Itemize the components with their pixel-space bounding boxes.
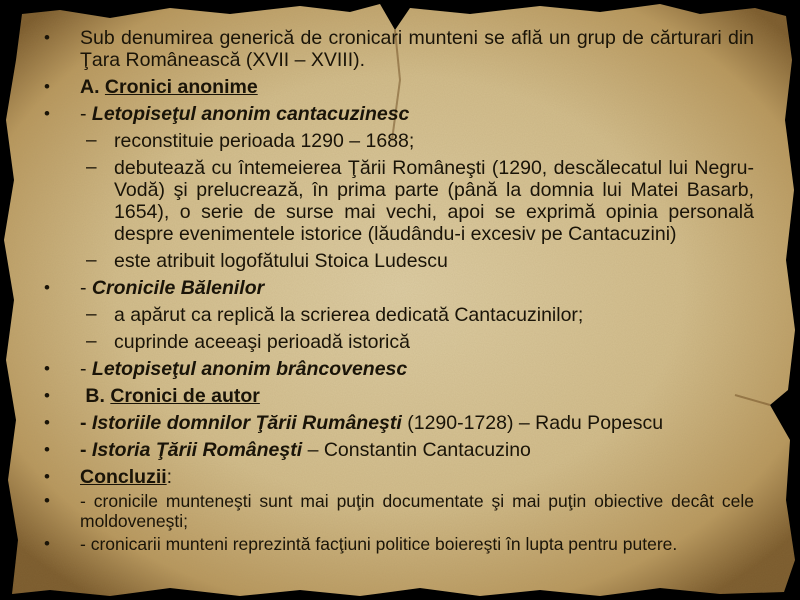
- bullet-istoria-tarii: [44, 439, 754, 461]
- bullet-icon: •: [44, 534, 50, 553]
- sub-item-text: cuprinde aceeaşi perioadă istorică: [114, 331, 410, 353]
- section-b-heading: Cronici de autor: [110, 385, 260, 407]
- bullet-concluzie-1: [44, 491, 754, 531]
- bullet-letopiset-cantacuzinesc: [44, 103, 754, 125]
- istoria-tarii-title: Istoria Ţării Româneşti: [91, 439, 303, 461]
- bullet-section-a: [44, 76, 754, 98]
- dash-icon: –: [86, 157, 97, 178]
- section-b-prefix: B.: [80, 385, 111, 407]
- section-a-prefix: A.: [80, 76, 105, 98]
- sub-item-text: debutează cu întemeierea Ţării Româneşti (1290, descălecatul lui Negru-Vodă) şi prelucrează, în prima parte (până la domnia lui Matei Basarb, 1654), o serie de surse mai vechi, apoi se exprimă opinia personală despre evenimentele istorice (lăudându-i excesiv pe Cantacuzini): [114, 157, 754, 245]
- sub-item-cant-1: [44, 130, 754, 152]
- concluzii-heading: Concluzii: [80, 466, 167, 488]
- dash-icon: –: [86, 250, 97, 271]
- sub-item-cant-3: [44, 250, 754, 272]
- bullet-cronicile-balenilor: [44, 277, 754, 299]
- bullet-istoriile-domnilor: [44, 412, 754, 434]
- bullet-icon: •: [44, 386, 50, 405]
- sub-item-text: a apărut ca replică la scrierea dedicată Cantacuzinilor;: [114, 304, 584, 326]
- concluzie-2-text: - cronicarii munteni reprezintă facţiuni politice boiereşti în lupta pentru putere.: [80, 534, 678, 554]
- concluzie-1-text: - cronicile munteneşti sunt mai puţin documentate şi mai puţin obiective decât cele moldoveneşti;: [80, 491, 754, 531]
- bullet-icon: •: [44, 77, 50, 96]
- dash-icon: –: [86, 331, 97, 352]
- letopiset-cantacuzinesc-title: Letopiseţul anonim cantacuzinesc: [91, 103, 410, 125]
- letopiset-brancovenesc-title: Letopiseţul anonim brâncovenesc: [91, 358, 408, 380]
- item-prefix: -: [80, 103, 92, 125]
- sub-item-cant-2: [44, 157, 754, 245]
- bullet-concluzie-2: [44, 534, 754, 554]
- bullet-concluzii: [44, 466, 754, 488]
- sub-item-bal-1: [44, 304, 754, 326]
- sub-item-text: reconstituie perioada 1290 – 1688;: [114, 130, 415, 152]
- bullet-icon: •: [44, 28, 50, 47]
- bullet-icon: •: [44, 491, 50, 510]
- bullet-intro: [44, 27, 754, 71]
- bullet-letopiset-brancovenesc: [44, 358, 754, 380]
- item-prefix: -: [80, 358, 92, 380]
- cronicile-balenilor-title: Cronicile Bălenilor: [91, 277, 265, 299]
- istoriile-domnilor-suffix: (1290-1728) – Radu Popescu: [401, 412, 664, 434]
- bullet-section-b: [44, 385, 754, 407]
- bullet-icon: •: [44, 413, 50, 432]
- istoria-tarii-suffix: – Constantin Cantacuzino: [302, 439, 531, 461]
- bullet-icon: •: [44, 278, 50, 297]
- slide-content: [44, 27, 754, 557]
- bullet-icon: •: [44, 104, 50, 123]
- item-prefix: -: [80, 277, 92, 299]
- section-a-heading: Cronici anonime: [104, 76, 258, 98]
- bullet-icon: •: [44, 440, 50, 459]
- istoriile-domnilor-title: Istoriile domnilor Ţării Rumâneşti: [91, 412, 402, 434]
- dash-icon: –: [86, 304, 97, 325]
- sub-item-bal-2: [44, 331, 754, 353]
- item-prefix: -: [80, 439, 92, 461]
- bullet-icon: •: [44, 359, 50, 378]
- intro-text: Sub denumirea generică de cronicari munteni se află un grup de cărturari din Ţara Românească (XVII – XVIII).: [80, 27, 754, 71]
- concluzii-colon: :: [166, 466, 173, 488]
- dash-icon: –: [86, 130, 97, 151]
- bullet-icon: •: [44, 467, 50, 486]
- sub-item-text: este atribuit logofătului Stoica Ludescu: [114, 250, 448, 272]
- item-prefix: -: [80, 412, 92, 434]
